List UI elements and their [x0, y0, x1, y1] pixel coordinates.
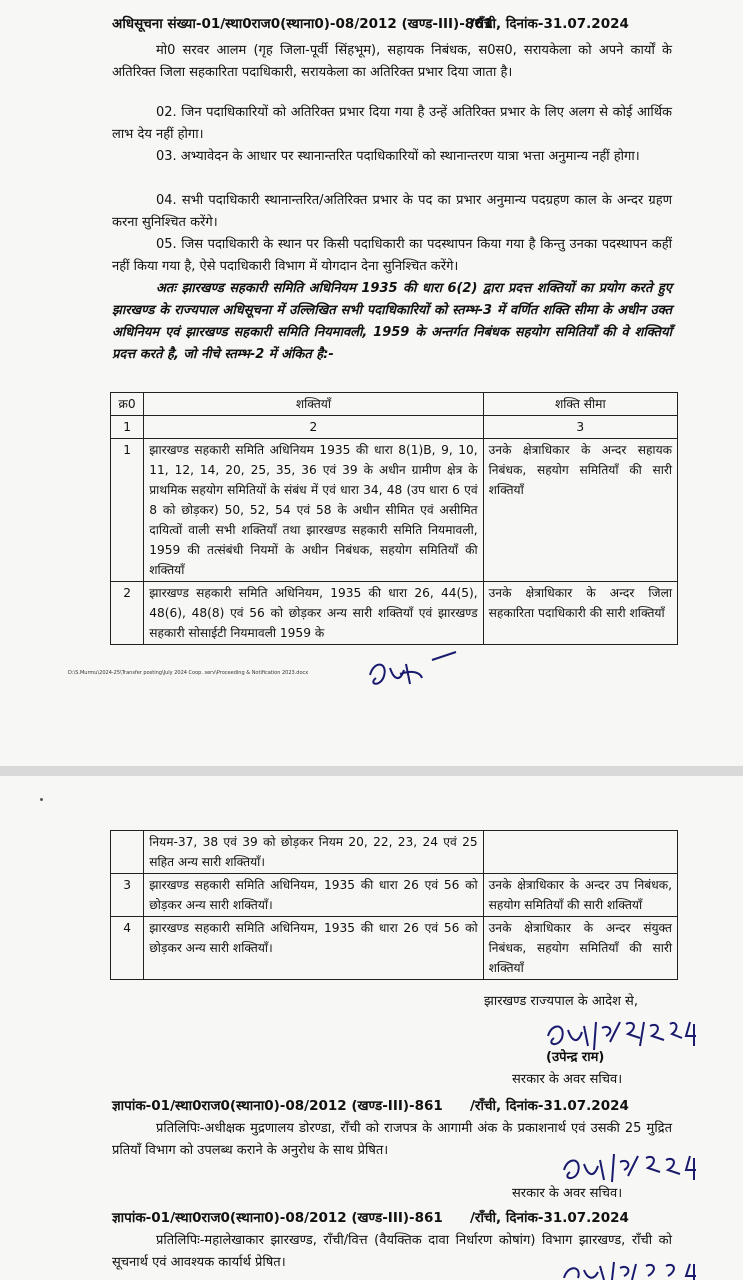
- table-row: [111, 582, 678, 645]
- row-powers: झारखण्ड सहकारी समिति अधिनियम, 1935 की धारा 26, 44(5), 48(6), 48(8) एवं 56 को छोड़कर अन्य सारी शक्तियाँ एवं झारखण्ड सहकारी सोसाईटी नियमावली 1959 के: [144, 582, 483, 645]
- row-serial: [111, 831, 144, 874]
- row-limit: उनके क्षेत्राधिकार के अन्दर सहायक निबंधक, सहयोग समितियाँ की सारी शक्तियाँ: [483, 439, 677, 582]
- header-powers: शक्तियाँ: [144, 393, 483, 416]
- powers-table: [110, 392, 678, 645]
- row-powers: झारखण्ड सहकारी समिति अधिनियम, 1935 की धारा 26 एवं 56 को छोड़कर अन्य सारी शक्तियाँ।: [144, 917, 483, 980]
- row-limit: [483, 831, 677, 874]
- file-path: D:\S.Murmu\2024-25\Transfer posting\July 2024 Coop. serv\Proceeding & Notification 2023.docx: [68, 670, 309, 676]
- signatory-name: (उपेन्द्र राम): [546, 1050, 605, 1065]
- signature-dated: [556, 1148, 726, 1188]
- table-row: [111, 874, 678, 917]
- memo1-date: /राँची, दिनांक-31.07.2024: [470, 1098, 629, 1114]
- initials-signature: [360, 640, 470, 700]
- signature-partial: [556, 1260, 726, 1280]
- order-line: झारखण्ड राज्यपाल के आदेश से,: [484, 994, 638, 1009]
- designation: सरकार के अवर सचिव।: [512, 1072, 623, 1087]
- table-row: [111, 831, 678, 874]
- row-serial: 3: [111, 874, 144, 917]
- colnum-1: 1: [111, 416, 144, 439]
- notification-date: /राँची, दिनांक-31.07.2024: [470, 16, 629, 32]
- table-header-row: [111, 393, 678, 416]
- colnum-2: 2: [144, 416, 483, 439]
- table-row: [111, 917, 678, 980]
- row-limit: उनके क्षेत्राधिकार के अन्दर संयुक्त निबंधक, सहयोग समितियाँ की सारी शक्तियाँ: [483, 917, 677, 980]
- header-serial: क्र0: [111, 393, 144, 416]
- row-limit: उनके क्षेत्राधिकार के अन्दर जिला सहकारिता पदाधिकारी की सारी शक्तियाँ: [483, 582, 677, 645]
- memo1-designation: सरकार के अवर सचिव।: [512, 1186, 623, 1201]
- memo1-ref: ज्ञापांक-01/स्था0राज0(स्थाना0)-08/2012 (खण्ड-III)-861: [112, 1098, 443, 1114]
- page-2: [0, 776, 743, 1280]
- speck: [40, 798, 43, 801]
- row-serial: 1: [111, 439, 144, 582]
- para-03: 03. अभ्यावेदन के आधार पर स्थानान्तरित पदाधिकारियों को स्थानान्तरण यात्रा भत्ता अनुमान्य नहीं होगा।: [156, 149, 640, 164]
- memo1-text: प्रतिलिपिः-अधीक्षक मुद्रणालय डोरण्डा, राँची को राजपत्र के आगामी अंक के प्रकाशनार्थ एवं उसकी 25 मुद्रित प्रतियाँ विभाग को उपलब्ध कराने के अनुरोध के साथ प्रेषित।: [112, 1121, 672, 1158]
- para-02: 02. जिन पदाधिकारियों को अतिरिक्त प्रभार दिया गया है उन्हें अतिरिक्त प्रभार के लिए अलग से कोई आर्थिक लाभ देय नहीं होगा।: [112, 105, 672, 142]
- row-powers: झारखण्ड सहकारी समिति अधिनियम, 1935 की धारा 26 एवं 56 को छोड़कर अन्य सारी शक्तियाँ।: [144, 874, 483, 917]
- row-powers: झारखण्ड सहकारी समिति अधिनियम 1935 की धारा 8(1)B, 9, 10, 11, 12, 14, 20, 25, 35, 36 एवं 39 के अधीन ग्रामीण क्षेत्र के प्राथमिक सहयोग समितियों के संबंध में एवं धारा 34, 48 (उप धारा 6 एवं 8 को छोड़कर) 50, 52, 54 एवं 58 के अधीन सीमित एवं असीमित दायित्वों वाली सभी शक्तियाँ तथा झारखण्ड सहकारी समिति नियमावली, 1959 की तत्संबंधी नियमों के अधीन निबंधक, सहयोग समितियाँ की शक्तियाँ: [144, 439, 483, 582]
- powers-table-continued: [110, 830, 678, 980]
- para-main: मो0 सरवर आलम (गृह जिला-पूर्वी सिंहभूम), सहायक निबंधक, स0स0, सरायकेला को अपने कार्यों के अतिरिक्त जिला सहकारिता पदाधिकारी, सरायकेला का अतिरिक्त प्रभार दिया जाता है।: [112, 43, 672, 80]
- row-serial: 2: [111, 582, 144, 645]
- table-colnum-row: [111, 416, 678, 439]
- row-serial: 4: [111, 917, 144, 980]
- memo2-date: /राँची, दिनांक-31.07.2024: [470, 1210, 629, 1226]
- row-limit: उनके क्षेत्राधिकार के अन्दर उप निबंधक, सहयोग समितियाँ की सारी शक्तियाँ: [483, 874, 677, 917]
- para-05: 05. जिस पदाधिकारी के स्थान पर किसी पदाधिकारी का पदस्थापन किया गया है किन्तु उनका पदस्थापन कहीं नहीं किया गया है, ऐसे पदाधिकारी विभाग में योगदान देना सुनिश्चित करेंगे।: [112, 237, 672, 274]
- memo2-ref: ज्ञापांक-01/स्था0राज0(स्थाना0)-08/2012 (खण्ड-III)-861: [112, 1210, 443, 1226]
- para-04: 04. सभी पदाधिकारी स्थानान्तरित/अतिरिक्त प्रभार के पद का प्रभार अनुमान्य पदग्रहण काल के अन्दर ग्रहण करना सुनिश्चित करेंगे।: [112, 193, 672, 230]
- row-powers: नियम-37, 38 एवं 39 को छोड़कर नियम 20, 22, 23, 24 एवं 25 सहित अन्य सारी शक्तियाँ।: [144, 831, 483, 874]
- colnum-3: 3: [483, 416, 677, 439]
- notification-ref: अधिसूचना संख्या-01/स्था0राज0(स्थाना0)-08/2012 (खण्ड-III)-861: [112, 16, 493, 32]
- memo2-text: प्रतिलिपिः-महालेखाकार झारखण्ड, राँची/वित्त (वैयक्तिक दावा निर्धारण कोषांग) विभाग झारखण्ड, राँची को सूचनार्थ एवं आवश्यक कार्यार्थ प्रेषित।: [112, 1233, 672, 1270]
- table-row: [111, 439, 678, 582]
- para-powers: अतः झारखण्ड सहकारी समिति अधिनियम 1935 की धारा 6(2) द्वारा प्रदत्त शक्तियों का प्रयोग करते हुए झारखण्ड के राज्यपाल अधिसूचना में उल्लिखित सभी पदाधिकारियों को स्तम्भ-3 में वर्णित शक्ति सीमा के अधीन उक्त अधिनियम एवं झारखण्ड सहकारी समिति नियमावली, 1959 के अन्तर्गत निबंधक सहयोग समितियाँ की वे शक्तियाँ प्रदत्त करते है, जो नीचे स्तम्भ-2 में अंकित है:-: [112, 281, 672, 362]
- header-limit: शक्ति सीमा: [483, 393, 677, 416]
